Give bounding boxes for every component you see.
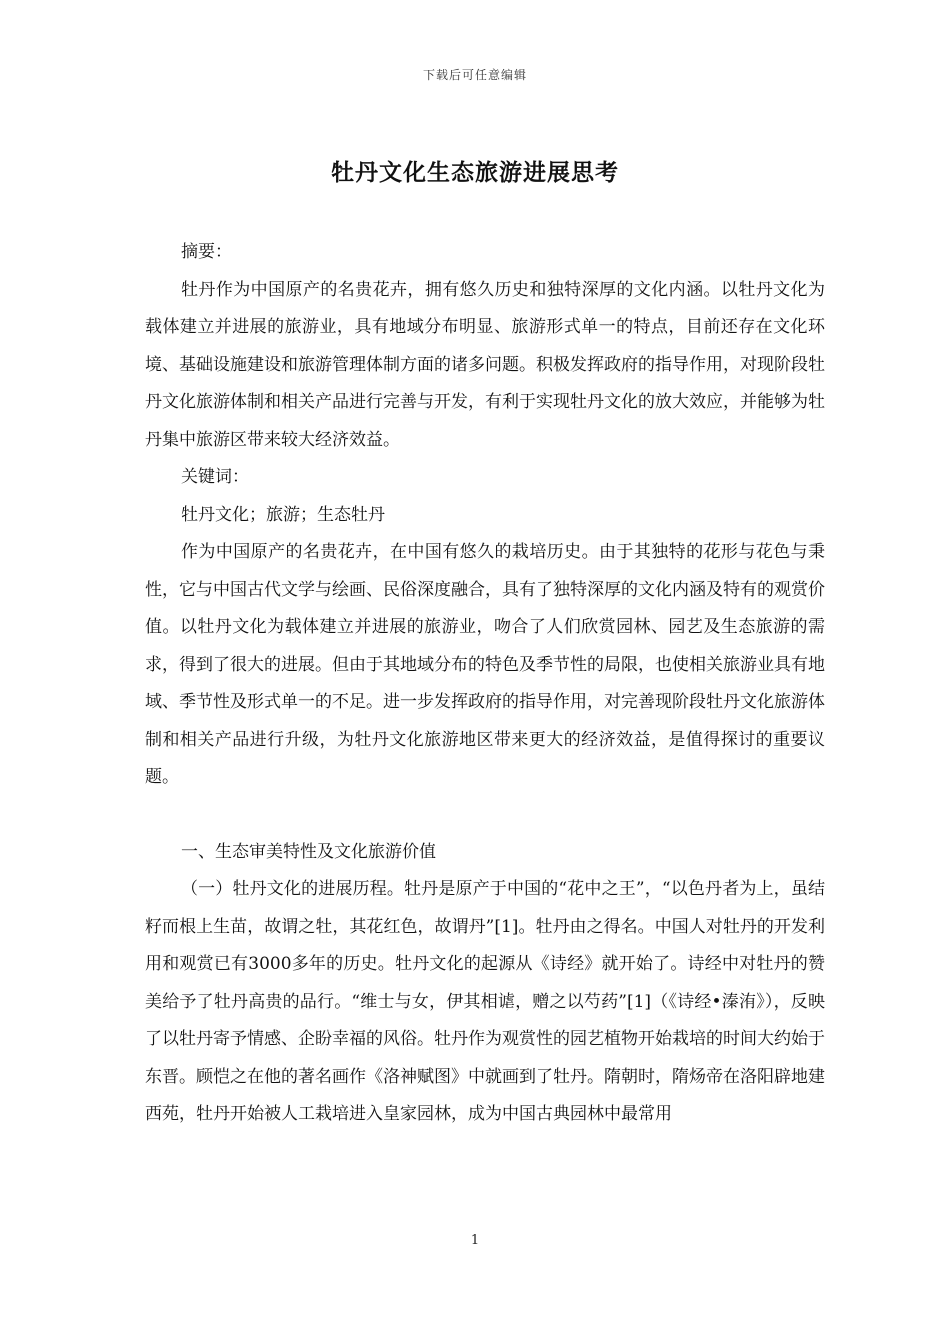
document-title: 牡丹文化生态旅游进展思考 (331, 159, 619, 186)
paragraph-spacer (145, 797, 825, 834)
keywords-text: 牡丹文化；旅游；生态牡丹 (181, 504, 385, 525)
abstract-paragraph: 牡丹作为中国原产的名贵花卉，拥有悠久历史和独特深厚的文化内涵。以牡丹文化为载体建立并进展的旅游业，具有地域分布明显、旅游形式单一的特点，目前还存在文化环境、基础设施建设和旅游管理体制方面的诸多问题。积极发挥政府的指导作用，对现阶段牡丹文化旅游体制和相关产品进行完善与开发，有利于实现牡丹文化的放大效应，并能够为牡丹集中旅游区带来较大经济效益。 (145, 279, 825, 450)
section-heading: 一、生态审美特性及文化旅游价值 (181, 841, 436, 862)
intro-paragraph: 作为中国原产的名贵花卉，在中国有悠久的栽培历史。由于其独特的花形与花色与秉性，它与中国古代文学与绘画、民俗深度融合，具有了独特深厚的文化内涵及特有的观赏价值。以牡丹文化为载体建立并进展的旅游业，吻合了人们欣赏园林、园艺及生态旅游的需求，得到了很大的进展。但由于其地域分布的特色及季节性的局限，也使相关旅游业具有地域、季节性及形式单一的不足。进一步发挥政府的指导作用，对完善现阶段牡丹文化旅游体制和相关产品进行升级，为牡丹文化旅游地区带来更大的经济效益，是值得探讨的重要议题。 (145, 542, 825, 787)
page-header-note: 下载后可任意编辑 (422, 68, 527, 82)
section-paragraph: （一）牡丹文化的进展历程。牡丹是原产于中国的“花中之王”，“以色丹者为上，虽结籽而根上生苗，故谓之牡，其花红色，故谓丹”[1]。牡丹由之得名。中国人对牡丹的开发利用和观赏已有3000多年的历史。牡丹文化的起源从《诗经》就开始了。诗经中对牡丹的赞美给予了牡丹高贵的品行。“维士与女，伊其相谑，赠之以芍药”[1]（《诗经•溱洧》），反映了以牡丹寄予情感、企盼幸福的风俗。牡丹作为观赏性的园艺植物开始栽培的时间大约始于东晋。顾恺之在他的著名画作《洛神赋图》中就画到了牡丹。隋朝时，隋炀帝在洛阳辟地建西苑，牡丹开始被人工栽培进入皇家园林，成为中国古典园林中最常用 (145, 879, 825, 1124)
abstract-label: 摘要： (181, 242, 232, 262)
keywords-label: 关键词： (181, 467, 249, 487)
document-body (145, 234, 825, 1134)
page-number: 1 (470, 1233, 480, 1248)
